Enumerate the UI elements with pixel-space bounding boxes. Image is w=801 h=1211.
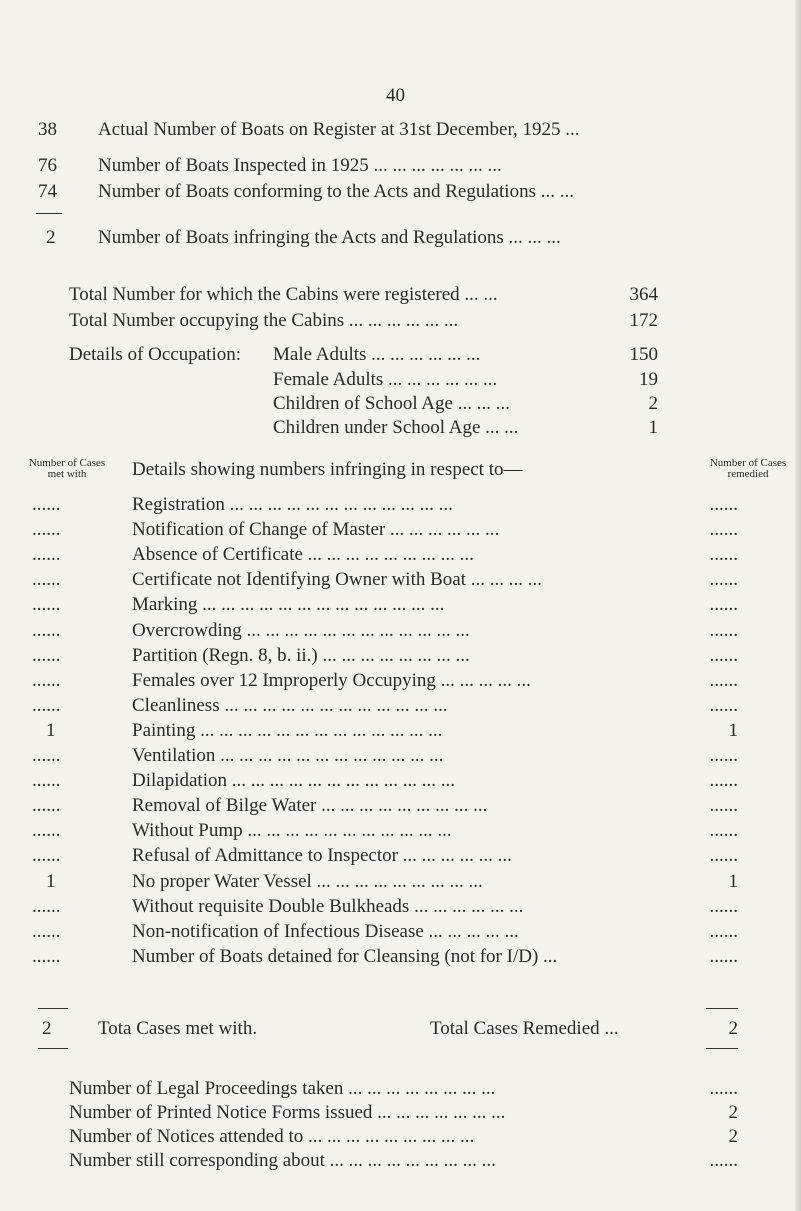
cases-met-header-line2: met with [47, 468, 87, 480]
occupation-label: Children under School Age ... ... [273, 417, 519, 438]
occupation-value: 1 [648, 417, 658, 438]
infringement-label: Refusal of Admittance to Inspector ... ... ... ... ... ... [132, 845, 512, 866]
occupation-heading: Details of Occupation: [69, 344, 242, 365]
cases-met-cell: ...... [32, 795, 61, 816]
conforming-boats-count: 74 [38, 181, 57, 202]
cases-met-cell: ...... [32, 896, 61, 917]
infringement-label: No proper Water Vessel ... ... ... ... ... ... ... ... ... [132, 871, 483, 892]
cases-met-cell: ...... [32, 745, 61, 766]
cases-met-cell: ...... [32, 820, 61, 841]
occupation-label: Children of School Age ... ... ... [273, 393, 510, 414]
proceedings-label: Number of Legal Proceedings taken ... ... ... ... ... ... ... ... [69, 1078, 496, 1099]
cases-remedied-cell: ...... [709, 519, 738, 540]
infringement-label: Certificate not Identifying Owner with Boat ... ... ... ... [132, 569, 542, 590]
inspected-boats-label: Number of Boats Inspected in 1925 ... ... ... ... ... ... ... [98, 155, 502, 176]
total-remedied-top-rule [706, 1008, 738, 1009]
infringement-label: Marking ... ... ... ... ... ... ... ... ... ... ... ... ... [132, 594, 445, 615]
total-met-count: 2 [42, 1018, 52, 1039]
actual-boats-label: Actual Number of Boats on Register at 31st December, 1925 ... [98, 119, 580, 140]
cases-remedied-cell: 1 [728, 720, 738, 741]
cases-remedied-cell: ...... [709, 745, 738, 766]
infringement-label: Overcrowding ... ... ... ... ... ... ... ... ... ... ... ... [132, 620, 470, 641]
cases-remedied-cell: ...... [709, 645, 738, 666]
occupation-value: 150 [629, 344, 658, 365]
cabins-registered-value: 364 [629, 284, 658, 305]
infringement-label: Absence of Certificate ... ... ... ... ... ... ... ... ... [132, 544, 474, 565]
cases-met-cell: ...... [32, 946, 61, 967]
infringement-label: Without requisite Double Bulkheads ... ... ... ... ... ... [132, 896, 524, 917]
proceedings-label: Number of Notices attended to ... ... ... ... ... ... ... ... ... [69, 1126, 475, 1147]
cabins-occupying-label: Total Number occupying the Cabins ... ... ... ... ... ... [69, 310, 459, 331]
cases-remedied-cell: ...... [709, 921, 738, 942]
cases-remedied-header-line2: remedied [727, 468, 769, 480]
cases-met-cell: ...... [32, 645, 61, 666]
cases-met-cell: ...... [32, 670, 61, 691]
cases-met-cell: 1 [46, 720, 56, 741]
infringement-label: Number of Boats detained for Cleansing (not for I/D) ... [132, 946, 558, 967]
infringement-label: Dilapidation ... ... ... ... ... ... ... ... ... ... ... ... [132, 770, 455, 791]
cases-remedied-cell: ...... [709, 494, 738, 515]
proceedings-value: ...... [709, 1150, 738, 1171]
infringing-boats-label: Number of Boats infringing the Acts and Regulations ... ... ... [98, 227, 561, 248]
proceedings-label: Number of Printed Notice Forms issued ... ... ... ... ... ... ... [69, 1102, 506, 1123]
boats-subtotal-rule [36, 213, 62, 214]
infringement-label: Painting ... ... ... ... ... ... ... ... ... ... ... ... ... [132, 720, 443, 741]
cases-remedied-cell: ...... [709, 569, 738, 590]
cases-remedied-cell: ...... [709, 544, 738, 565]
cases-remedied-header-line1: Number of Cases [709, 457, 787, 469]
cases-remedied-cell: ...... [709, 620, 738, 641]
infringement-label: Cleanliness ... ... ... ... ... ... ... ... ... ... ... ... [132, 695, 448, 716]
actual-boats-count: 38 [38, 119, 57, 140]
cases-met-cell: ...... [32, 569, 61, 590]
infringement-label: Non-notification of Infectious Disease ... ... ... ... ... [132, 921, 519, 942]
infringement-label: Notification of Change of Master ... ... ... ... ... ... [132, 519, 500, 540]
cabins-registered-label: Total Number for which the Cabins were registered ... ... [69, 284, 498, 305]
cases-met-cell: ...... [32, 594, 61, 615]
cases-met-cell: ...... [32, 519, 61, 540]
total-met-bottom-rule [38, 1048, 68, 1049]
occupation-label: Female Adults ... ... ... ... ... ... [273, 369, 498, 390]
cases-met-cell: 1 [46, 871, 56, 892]
cases-met-cell: ...... [32, 494, 61, 515]
cases-remedied-cell: ...... [709, 770, 738, 791]
proceedings-value: 2 [728, 1102, 738, 1123]
infringement-label: Ventilation ... ... ... ... ... ... ... ... ... ... ... ... [132, 745, 444, 766]
total-remedied-count: 2 [728, 1018, 738, 1039]
cases-met-header-line1: Number of Cases [28, 457, 106, 469]
proceedings-value: 2 [728, 1126, 738, 1147]
cases-met-cell: ...... [32, 845, 61, 866]
total-remedied-label: Total Cases Remedied ... [430, 1018, 619, 1039]
proceedings-value: ...... [709, 1078, 738, 1099]
total-met-label: Tota Cases met with. [98, 1018, 258, 1039]
infringing-boats-count: 2 [46, 227, 56, 248]
infringement-label: Removal of Bilge Water ... ... ... ... ... ... ... ... ... [132, 795, 488, 816]
cases-remedied-cell: 1 [728, 871, 738, 892]
proceedings-label: Number still corresponding about ... ... ... ... ... ... ... ... ... [69, 1150, 496, 1171]
cases-met-cell: ...... [32, 770, 61, 791]
infringement-label: Females over 12 Improperly Occupying ... ... ... ... ... [132, 670, 531, 691]
cases-remedied-cell: ...... [709, 594, 738, 615]
cases-remedied-cell: ...... [709, 845, 738, 866]
total-met-top-rule [38, 1008, 68, 1009]
infringements-title: Details showing numbers infringing in respect to— [132, 459, 523, 480]
occupation-label: Male Adults ... ... ... ... ... ... [273, 344, 481, 365]
cases-remedied-cell: ...... [709, 795, 738, 816]
total-remedied-bottom-rule [706, 1048, 738, 1049]
cases-remedied-cell: ...... [709, 946, 738, 967]
occupation-value: 19 [639, 369, 658, 390]
infringement-label: Registration ... ... ... ... ... ... ... ... ... ... ... ... [132, 494, 453, 515]
cases-met-cell: ...... [32, 620, 61, 641]
cases-met-cell: ...... [32, 544, 61, 565]
cases-remedied-cell: ...... [709, 670, 738, 691]
page-number: 40 [386, 85, 405, 106]
cabins-occupying-value: 172 [629, 310, 658, 331]
cases-met-cell: ...... [32, 695, 61, 716]
inspected-boats-count: 76 [38, 155, 57, 176]
occupation-value: 2 [648, 393, 658, 414]
conforming-boats-label: Number of Boats conforming to the Acts and Regulations ... ... [98, 181, 574, 202]
page-edge-shadow [795, 0, 801, 1211]
cases-remedied-cell: ...... [709, 896, 738, 917]
cases-remedied-cell: ...... [709, 695, 738, 716]
cases-met-cell: ...... [32, 921, 61, 942]
cases-remedied-cell: ...... [709, 820, 738, 841]
infringement-label: Partition (Regn. 8, b. ii.) ... ... ... ... ... ... ... ... [132, 645, 470, 666]
infringement-label: Without Pump ... ... ... ... ... ... ... ... ... ... ... [132, 820, 452, 841]
